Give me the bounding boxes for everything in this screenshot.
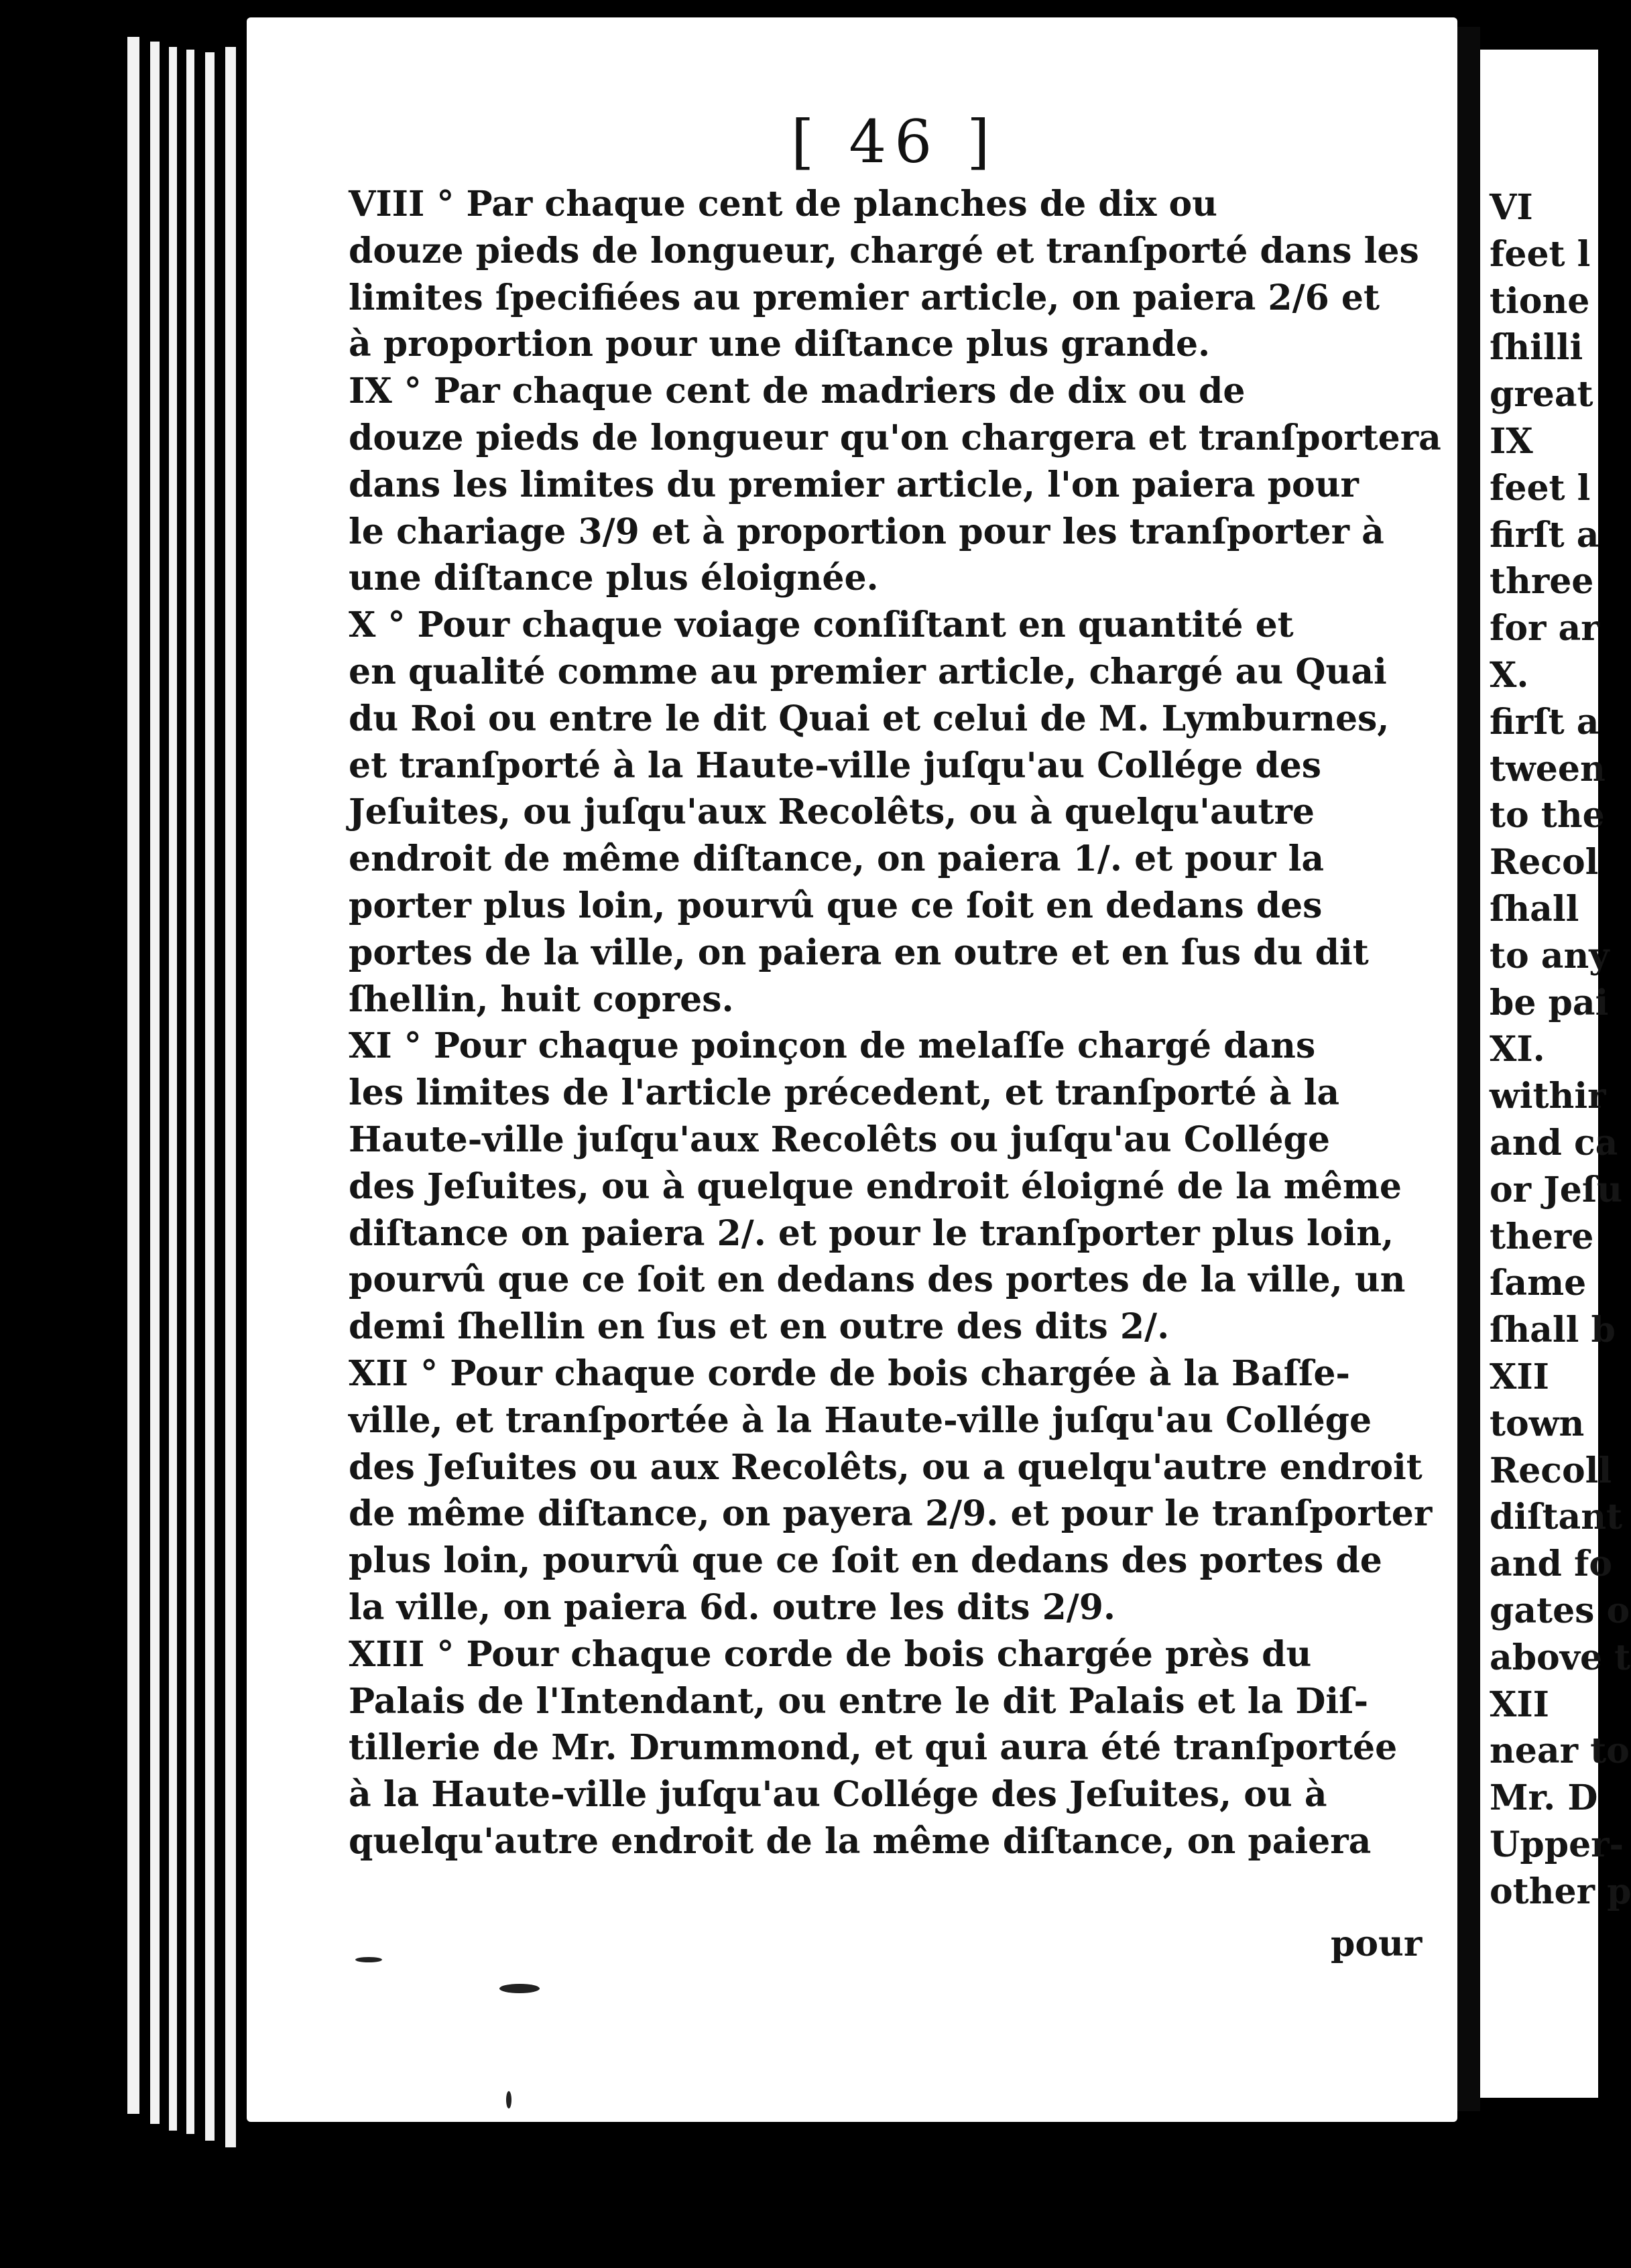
text-fragment: Recol — [1490, 842, 1599, 883]
text-fragment: and fo — [1490, 1544, 1613, 1585]
text-line: en qualité comme au premier article, chargé au Quai — [349, 651, 1387, 692]
text-fragment: to the — [1490, 795, 1605, 836]
text-fragment: town — [1490, 1403, 1585, 1444]
text-fragment: diſtant — [1490, 1497, 1623, 1538]
text-fragment: firſt a — [1490, 701, 1599, 743]
ink-blot — [506, 2091, 511, 2108]
text-line: le chariage 3/9 et à proportion pour les tranſporter à — [349, 511, 1384, 552]
text-line: XII ° Pour chaque corde de bois chargée à la Baſſe- — [349, 1352, 1351, 1394]
text-line: des Jeſuites, ou à quelque endroit éloigné de la même — [349, 1166, 1402, 1207]
text-fragment: feet l — [1490, 467, 1591, 509]
text-line: les limites de l'article précedent, et tranſporté à la — [349, 1072, 1340, 1114]
text-fragment: XII — [1490, 1684, 1549, 1725]
text-line: VIII ° Par chaque cent de planches de dix ou — [349, 184, 1217, 225]
text-line: demi ſhellin en ſus et en outre des dits 2/. — [349, 1306, 1170, 1348]
gutter-shadow — [1457, 27, 1480, 2111]
text-line: porter plus loin, pourvû que ce ſoit en dedans des — [349, 885, 1323, 926]
text-line: douze pieds de longueur, chargé et tranſporté dans les — [349, 230, 1419, 271]
text-fragment: ſhall — [1490, 888, 1579, 930]
text-fragment: above t — [1490, 1637, 1631, 1678]
text-line: XI ° Pour chaque poinçon de melaſſe chargé dans — [349, 1025, 1316, 1067]
text-line: endroit de même diſtance, on paiera 1/. et pour la — [349, 838, 1325, 880]
text-line: Jeſuites, ou juſqu'aux Recolêts, ou à quelqu'autre — [349, 792, 1315, 833]
text-fragment: near to — [1490, 1730, 1630, 1772]
text-fragment: be pai — [1490, 982, 1609, 1023]
text-line: diſtance on paiera 2/. et pour le tranſporter plus loin, — [349, 1212, 1394, 1254]
text-line: la ville, on paiera 6d. outre les dits 2/9. — [349, 1586, 1116, 1628]
text-fragment: to any — [1490, 935, 1610, 976]
text-line: de même diſtance, on payera 2/9. et pour le tranſporter — [349, 1493, 1433, 1535]
text-fragment: three — [1490, 561, 1594, 603]
text-line: dans les limites du premier article, l'on paiera pour — [349, 464, 1359, 505]
catchword: pour — [1331, 1924, 1423, 1964]
text-fragment: IX — [1490, 420, 1533, 462]
text-line: une diſtance plus éloignée. — [349, 558, 879, 599]
page-edge — [186, 50, 194, 2134]
text-fragment: there — [1490, 1216, 1594, 1257]
text-line: tillerie de Mr. Drummond, et qui aura été tranſportée — [349, 1727, 1398, 1769]
ink-blot — [499, 1984, 540, 1993]
text-fragment: XII — [1490, 1356, 1549, 1397]
text-fragment: ſhall b — [1490, 1310, 1616, 1351]
page-edge — [205, 52, 215, 2141]
text-line: IX ° Par chaque cent de madriers de dix ou de — [349, 371, 1246, 412]
text-line: Haute-ville juſqu'aux Recolêts ou juſqu'au Collége — [349, 1119, 1330, 1160]
text-fragment: and ca — [1490, 1122, 1618, 1163]
text-fragment: Upper- — [1490, 1824, 1624, 1865]
text-fragment: other p — [1490, 1871, 1631, 1912]
text-fragment: gates o — [1490, 1590, 1630, 1631]
text-fragment: X. — [1490, 654, 1529, 696]
right-page-text — [1490, 184, 1631, 1915]
text-fragment: for ar — [1490, 608, 1599, 649]
page-edge — [169, 47, 177, 2131]
text-line: ſhellin, huit copres. — [349, 979, 734, 1020]
text-fragment: Mr. D — [1490, 1777, 1598, 1819]
text-fragment: firſt a — [1490, 514, 1599, 556]
text-line: portes de la ville, on paiera en outre et en ſus du dit — [349, 932, 1369, 973]
text-line: limites ſpecifiées au premier article, on paiera 2/6 et — [349, 277, 1380, 318]
text-line: à la Haute-ville juſqu'au Collége des Jeſuites, ou à — [349, 1774, 1327, 1816]
text-fragment: withir — [1490, 1076, 1606, 1117]
text-line: et tranſporté à la Haute-ville juſqu'au Collége des — [349, 745, 1322, 786]
page-number: [ 46 ] — [791, 107, 998, 176]
text-line: à proportion pour une diſtance plus grande. — [349, 324, 1211, 365]
text-line: du Roi ou entre le dit Quai et celui de M. Lymburnes, — [349, 698, 1390, 739]
text-line: douze pieds de longueur qu'on chargera et tranſportera — [349, 417, 1441, 458]
text-fragment: VI — [1490, 187, 1533, 228]
page-edge — [150, 42, 160, 2124]
text-fragment: XI. — [1490, 1029, 1545, 1070]
page-edge — [127, 37, 139, 2114]
ink-blot — [355, 1957, 382, 1962]
text-line: quelqu'autre endroit de la même diſtance, on paiera — [349, 1820, 1372, 1862]
text-line: des Jeſuites ou aux Recolêts, ou a quelqu'autre endroit — [349, 1446, 1423, 1488]
text-fragment: feet l — [1490, 233, 1591, 275]
text-line: ville, et tranſportée à la Haute-ville juſqu'au Collége — [349, 1399, 1372, 1441]
text-fragment: ſhilli — [1490, 327, 1583, 369]
text-fragment: great — [1490, 374, 1593, 416]
text-fragment: tione — [1490, 280, 1590, 322]
text-fragment: tween — [1490, 748, 1606, 790]
text-fragment: Recoll — [1490, 1450, 1612, 1491]
left-page-text — [349, 181, 1448, 1865]
text-fragment: ſame — [1490, 1263, 1587, 1304]
page-edge — [225, 47, 236, 2147]
text-fragment: or Jeſu — [1490, 1169, 1623, 1210]
text-line: pourvû que ce ſoit en dedans des portes de la ville, un — [349, 1259, 1406, 1301]
text-line: X ° Pour chaque voiage conſiſtant en quantité et — [349, 605, 1294, 646]
text-line: Palais de l'Intendant, ou entre le dit Palais et la Diſ- — [349, 1680, 1369, 1722]
text-line: plus loin, pourvû que ce ſoit en dedans des portes de — [349, 1540, 1382, 1582]
text-line: XIII ° Pour chaque corde de bois chargée près du — [349, 1633, 1312, 1675]
